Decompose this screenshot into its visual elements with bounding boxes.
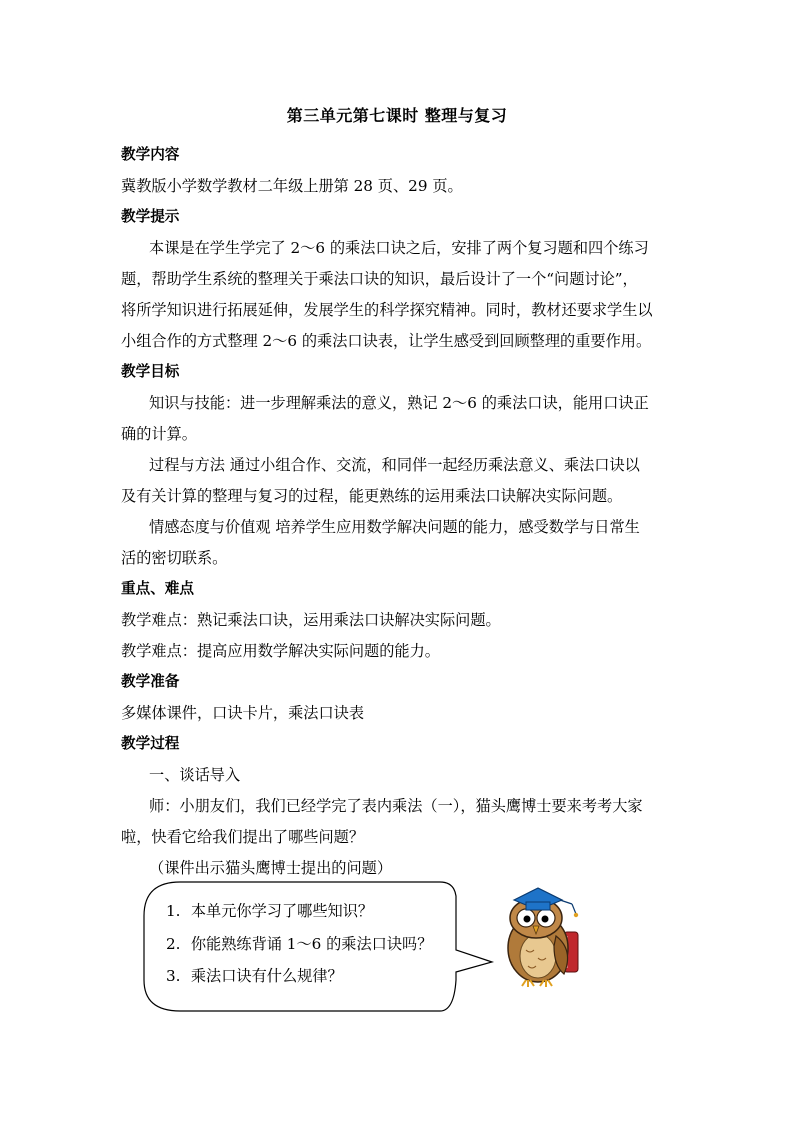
goal-line: 知识与技能：进一步理解乘法的意义，熟记 2～6 的乘法口诀，能用口诀正 [149, 394, 649, 412]
process-heading: 教学过程 [121, 735, 180, 752]
content-heading: 教学内容 [121, 146, 180, 163]
goal-line: 过程与方法 通过小组合作、交流，和同伴一起经历乘法意义、乘法口诀以 [149, 456, 640, 474]
hint-line: 本课是在学生学完了 2～6 的乘法口诀之后，安排了两个复习题和四个练习 [149, 239, 649, 257]
question-number: 2. [166, 935, 181, 953]
key-heading: 重点、难点 [121, 580, 194, 597]
hint-line: 小组合作的方式整理 2～6 的乘法口诀表，让学生感受到回顾整理的重要作用。 [121, 332, 652, 350]
question-number: 1. [166, 902, 181, 920]
question-item [166, 964, 343, 988]
hint-line: 将所学知识进行拓展延伸，发展学生的科学探究精神。同时，教材还要求学生以 [121, 301, 653, 319]
process-line: （课件出示猫头鹰博士提出的问题） [149, 859, 392, 877]
question-item [166, 899, 373, 923]
goal-line: 情感态度与价值观 培养学生应用数学解决问题的能力，感受数学与日常生 [149, 518, 640, 536]
process-line: 啦，快看它给我们提出了哪些问题？ [121, 828, 364, 846]
key-line: 教学难点：提高应用数学解决实际问题的能力。 [121, 642, 440, 660]
page-title: 第三单元第七课时 整理与复习 [286, 106, 508, 125]
prep-text: 多媒体课件，口诀卡片，乘法口诀表 [121, 704, 364, 722]
speech-bubble [140, 880, 500, 1015]
question-text: 乘法口诀有什么规律？ [190, 967, 343, 985]
goal-line: 及有关计算的整理与复习的过程，能更熟练的运用乘法口诀解决实际问题。 [121, 487, 623, 505]
owl-doctor-icon [494, 880, 594, 990]
goal-line: 确的计算。 [121, 425, 197, 443]
process-line: 师：小朋友们，我们已经学完了表内乘法（一），猫头鹰博士要来考考大家 [149, 797, 643, 815]
question-number: 3. [166, 967, 181, 985]
process-line: 一、谈话导入 [149, 766, 241, 784]
goal-line: 活的密切联系。 [121, 549, 228, 567]
prep-heading: 教学准备 [121, 673, 180, 690]
question-text: 本单元你学习了哪些知识？ [190, 902, 374, 920]
content-text: 冀教版小学数学教材二年级上册第 28 页、29 页。 [121, 177, 463, 195]
goal-heading: 教学目标 [121, 363, 180, 380]
hint-line: 题，帮助学生系统的整理关于乘法口诀的知识，最后设计了一个“问题讨论”， [121, 270, 638, 288]
question-item [166, 932, 432, 956]
key-line: 教学难点：熟记乘法口诀，运用乘法口诀解决实际问题。 [121, 611, 501, 629]
question-text: 你能熟练背诵 1～6 的乘法口诀吗？ [190, 935, 433, 953]
hint-heading: 教学提示 [121, 208, 180, 225]
